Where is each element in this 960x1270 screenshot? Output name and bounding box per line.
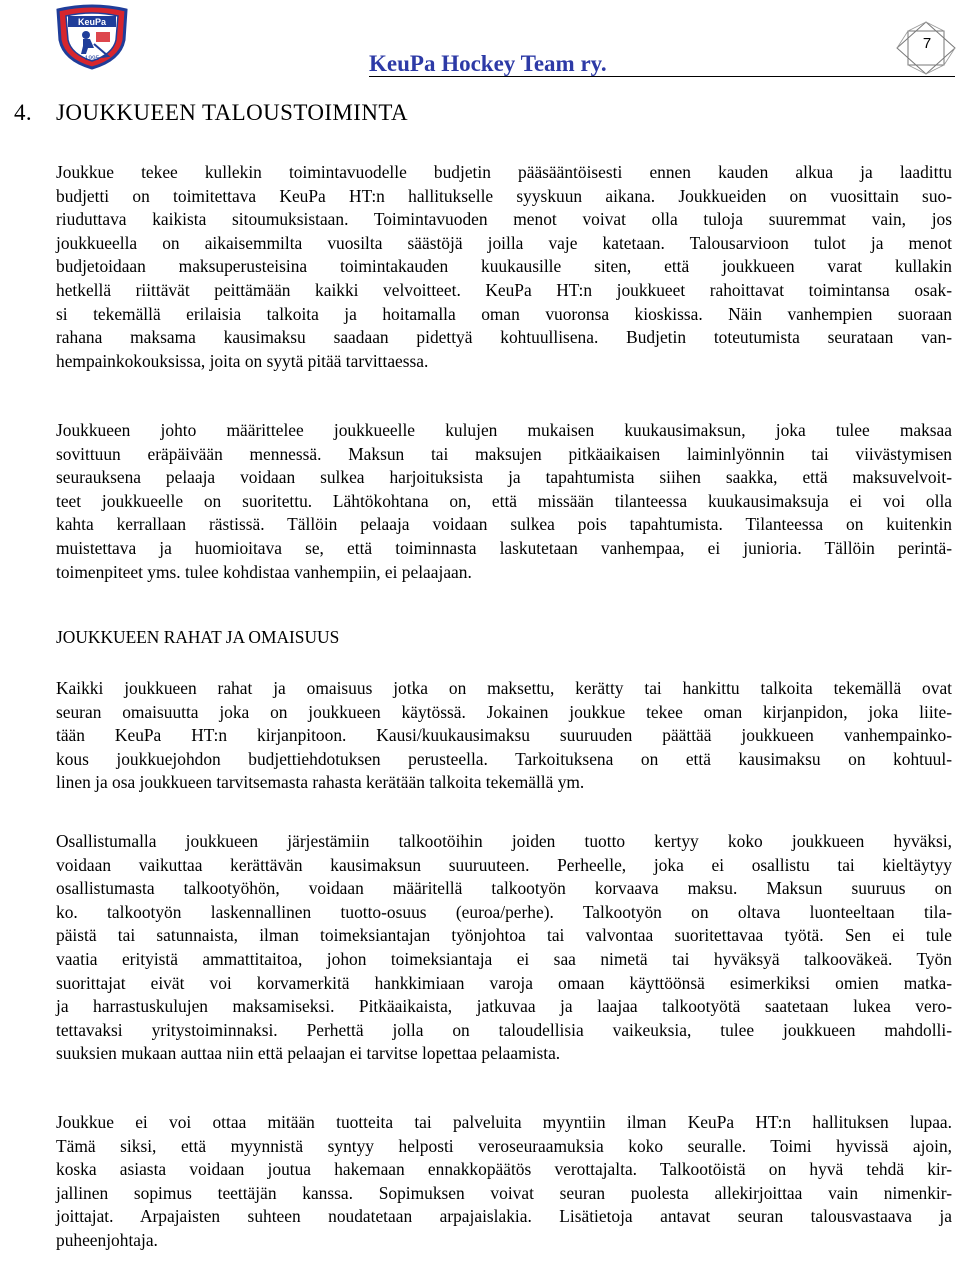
text-line: rahana maksama kausimaksu saadaan pidettyä kohtuullisena. Budjetin toteutumista seurataan van-: [56, 327, 952, 348]
text-line: seurauksena pelaaja voidaan sulkea harjoituksista ja tapahtumista siihen saakka, että maksuvelvoit-: [56, 467, 952, 488]
logo-wordmark: KeuPa: [77, 17, 107, 27]
text-line: suorittajat eivät voi korvamerkitä hankkimiaan varoja omaan käyttöönsä esimerkiksi omien matka-: [56, 972, 952, 993]
text-line: Tämä siksi, että myynnistä syntyy helposti veroseuraamuksia koko seuralle. Toimi hyvissä ajoin,: [56, 1135, 952, 1156]
text-line: seuran omaisuutta joka on joukkueen käytössä. Jokainen joukkue tekee oman kirjanpidon, joka liite-: [56, 701, 952, 722]
text-line: muistettava ja huomioitava se, että toiminnasta laskutetaan vanhempaa, ei junioria. Tällöin perintä-: [56, 537, 952, 558]
subsection-heading: JOUKKUEEN RAHAT JA OMAISUUS: [56, 627, 340, 647]
text-line: Joukkueen johto määrittelee joukkueelle kulujen mukaisen kuukausimaksun, joka tulee maksaa: [56, 420, 952, 440]
text-line: riuduttava kaikista sitoumuksistaan. Toimintavuoden menot voivat olla tuloja suuremmat vain, jos: [56, 209, 952, 230]
header-divider: [369, 76, 955, 77]
paragraph: [56, 419, 952, 584]
page-number: 7: [922, 35, 932, 52]
text-line: suuksien mukaan auttaa niin että pelaajan ei tarvitse lopettaa pelaamista.: [56, 1043, 561, 1064]
paragraph: [56, 1111, 952, 1253]
text-line: hempainkokouksissa, joita on syytä pitää tarvittaessa.: [56, 350, 429, 371]
text-line: toimenpiteet yms. tulee kohdistaa vanhempiin, ei pelaajaan.: [56, 561, 472, 582]
text-line: kahta kerrallaan rästissä. Tällöin pelaaja voidaan sulkea pois tapahtumista. Tilanteessa on kuitenkin: [56, 514, 952, 535]
text-line: tettavaksi yritystoiminnaksi. Perhettä jolla on taloudellisia vaikeuksia, tulee joukkueen mahdolli-: [56, 1019, 952, 1040]
text-line: päistä tai satunnaista, ilman toimeksiantajan työnjohtoa tai valvontaa suoritettavaa työtä. Sen ei tule: [56, 925, 952, 946]
text-line: osallistumasta talkootyöhön, voidaan määritellä talkootyön korvaava maksu. Maksun suuruus on: [56, 878, 952, 899]
text-line: linen ja osa joukkueen tarvitsemasta rahasta kerätään talkoita tekemällä ym.: [56, 772, 585, 793]
text-line: jallinen sopimus teettäjän kanssa. Sopimuksen voivat seuran puolesta allekirjoittaa vain nimenkir-: [56, 1182, 952, 1203]
text-line: ko. talkootyön laskennallinen tuotto-osuus (euroa/perhe). Talkootyön on oltava luonteeltaan tila-: [56, 901, 952, 922]
section-number: 4.: [14, 100, 33, 125]
text-line: sovittuun eräpäivään mennessä. Maksun tai maksujen pitkäaikaisen laiminlyönnin tai viivästymisen: [56, 443, 952, 464]
text-line: Kaikki joukkueen rahat ja omaisuus jotka on maksettu, kerätty tai hankittu talkoita tekemällä ovat: [56, 678, 952, 698]
text-line: si tekemällä erilaisia talkoita ja hoitamalla oman vuoronsa kioskissa. Näin vanhempien suoraan: [56, 303, 952, 324]
organization-name: KeuPa Hockey Team ry.: [369, 51, 607, 76]
paragraph: [56, 161, 952, 373]
text-line: hetkellä riittävät peittämään kaikki velvoitteet. KeuPa HT:n joukkueet rahoittavat toimintansa osak-: [56, 279, 952, 300]
paragraph: [56, 677, 952, 795]
text-line: Joukkue tekee kullekin toimintavuodelle budjetin pääsääntöisesti ennen kauden alkua ja laadittu: [56, 162, 952, 182]
text-line: joittajat. Arpajaisten suhteen noudatetaan arpajaislakia. Lisätietoja antavat seuran talousvastaava ja: [56, 1206, 952, 1227]
text-line: budjetti on toimitettava KeuPa HT:n hallitukselle syyskuun aikana. Joukkueiden on vuosittain suo-: [56, 185, 952, 206]
text-line: voidaan vaikuttaa kerättävän kausimaksun suuruuteen. Perheelle, joka ei osallistu tai kieltäytyy: [56, 854, 952, 875]
text-line: puheenjohtaja.: [56, 1229, 158, 1250]
logo-year: 1995: [84, 55, 100, 62]
section-heading: [14, 101, 408, 124]
text-line: Osallistumalla joukkueen järjestämiin talkootöihin joiden tuotto kertyy koko joukkueen hyväksi,: [56, 831, 952, 851]
text-line: joukkueella on aikaisemmilta vuosilta säästöjä joilla vaje katetaan. Talousarvioon tulot ja menot: [56, 232, 952, 253]
text-line: Joukkue ei voi ottaa mitään tuotteita tai palveluita myyntiin ilman KeuPa HT:n hallituksen lupaa.: [56, 1112, 952, 1132]
club-logo: [50, 4, 134, 70]
text-line: kous joukkuejohdon budjettiehdotuksen perusteella. Tarkoituksena on että kausimaksu on kohtuul-: [56, 748, 952, 769]
text-line: budjetoidaan maksuperusteisina toimintakauden kuukausille siten, että joukkueen varat kullakin: [56, 256, 952, 277]
text-line: ja harrastuskulujen maksamiseksi. Pitkäaikaista, jatkuvaa ja laajaa talkootyötä saatetaan lukea vero-: [56, 996, 952, 1017]
text-line: koska asiasta voidaan joutua hakemaan ennakkopäätös verottajalta. Talkootöistä on hyvä tehdä kir-: [56, 1159, 952, 1180]
text-line: tään KeuPa HT:n kirjanpitoon. Kausi/kuukausimaksu suuruuden päättää joukkueen vanhempainko-: [56, 725, 952, 746]
paragraph: [56, 830, 952, 1066]
text-line: vaatia erityistä ammattitaitoa, johon toimeksiantaja ei saa nimetä tai hyväksyä talkooväkeä. Työn: [56, 948, 952, 969]
section-title: JOUKKUEEN TALOUSTOIMINTA: [56, 100, 408, 125]
text-line: teet joukkueelle on suoritettu. Lähtökohtana on, että missään tilanteessa kuukausimaksuja ei voi olla: [56, 490, 952, 511]
